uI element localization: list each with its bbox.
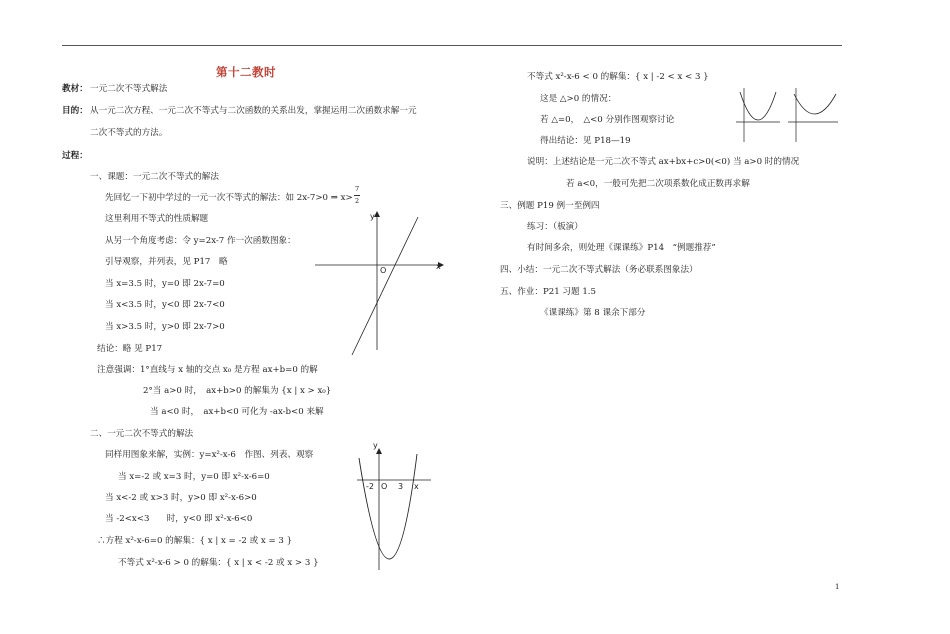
section1-case-1: 当 x=3.5 时，y=0 即 2x-7=0	[105, 279, 225, 289]
small-parabola-graph-2	[786, 84, 840, 144]
graph1-origin-label: O	[380, 266, 387, 275]
linear-function-graph	[310, 205, 450, 355]
section1-case-2: 当 x<3.5 时，y<0 即 2x-7<0	[105, 300, 225, 310]
section5-heading: 五、作业：P21 习题 1.5	[500, 287, 597, 297]
section3-heading: 三、例题 P19 例一至例四	[500, 201, 600, 211]
section2-case-1: 当 x=-2 或 x=3 时，y=0 即 x²-x-6=0	[118, 472, 270, 482]
graph2-tick-3: 3	[398, 482, 404, 491]
section1-heading: 一、课题：一元二次不等式的解法	[90, 172, 219, 182]
right-extra-time: 有时间多余，则处理《课课练》P14 “例题推荐”	[527, 243, 716, 253]
goal-label: 目的：	[62, 106, 88, 116]
graph2-y-label: y	[373, 441, 378, 450]
right-practice: 练习：（板演）	[527, 222, 583, 232]
right-case-positive-discriminant: 这是 △>0 的情况：	[540, 94, 617, 104]
material-text: 一元二次不等式解法	[90, 84, 168, 94]
section2-example: 同样用图象来解，实例：y=x²-x-6 作图、列表、观察	[105, 450, 314, 460]
graph1-y-label: y	[370, 212, 375, 221]
graph1-x-label: x	[436, 262, 441, 271]
graph2-tick-neg2: -2	[366, 482, 374, 491]
right-case-other: 若 △=0， △<0 分别作图观察讨论	[540, 115, 675, 125]
goal-line-2: 二次不等式的方法。	[90, 128, 168, 138]
section1-guide: 引导观察，并列表，见 P17 略	[105, 257, 228, 267]
section1-note-2: 2°当 a>0 时， ax+b>0 的解集为 {x | x > x₀}	[143, 386, 332, 396]
section1-conclusion: 结论：略 见 P17	[97, 344, 163, 354]
material-label: 教材：	[62, 84, 88, 94]
parabola-graph	[355, 440, 435, 575]
section1-case-3: 当 x>3.5 时，y>0 即 2x-7>0	[105, 322, 225, 332]
section2-equation-solution: ∴方程 x²-x-6=0 的解集：{ x | x = -2 或 x = 3 }	[97, 536, 293, 546]
section2-case-3: 当 -2<x<3 时，y<0 即 x²-x-6<0	[105, 514, 253, 524]
section1-view: 从另一个角度考虑：令 y=2x-7 作一次函数图象：	[105, 236, 296, 246]
section4-heading: 四、小结：一元二次不等式解法（务必联系图象法）	[500, 265, 698, 275]
section2-inequality-solution: 不等式 x²-x-6 > 0 的解集：{ x | x < -2 或 x > 3 }	[118, 558, 319, 568]
goal-line-1: 从一元二次方程、一元二次不等式与二次函数的关系出发，掌握运用二次函数求解一元	[90, 106, 417, 116]
section1-property: 这里利用不等式的性质解题	[105, 214, 209, 224]
page-number: 1	[835, 583, 840, 591]
homework-line-2: 《课课练》第 8 课余下部分	[540, 308, 646, 318]
section1-note-1: 注意强调：1°直线与 x 轴的交点 x₀ 是方程 ax+b=0 的解	[97, 365, 318, 375]
right-explanation: 说明：上述结论是一元二次不等式 ax+bx+c>0(<0) 当 a>0 时的情况	[527, 157, 800, 167]
page-title: 第十二教时	[216, 65, 276, 79]
right-conclusion: 得出结论：见 P18—19	[540, 136, 631, 146]
fraction-numerator: 7	[355, 185, 360, 193]
graph2-origin-label: O	[381, 482, 388, 491]
section2-case-2: 当 x<-2 或 x>3 时，y>0 即 x²-x-6>0	[105, 493, 257, 503]
process-label: 过程：	[62, 151, 88, 161]
fraction-denominator: 2	[355, 197, 360, 205]
section1-note-3: 当 a<0 时， ax+b<0 可化为 -ax-b<0 来解	[150, 407, 324, 417]
header-rule	[62, 45, 842, 46]
graph2-x-label: x	[414, 482, 419, 491]
right-explanation-2: 若 a<0，一般可先把二次项系数化成正数再求解	[566, 179, 750, 189]
section2-heading: 二、一元二次不等式的解法	[90, 429, 194, 439]
section1-recall: 先回忆一下初中学过的一元一次不等式的解法：如 2x-7>0 ⇒ x>	[105, 193, 353, 203]
right-inequality-solution: 不等式 x²-x-6 < 0 的解集：{ x | -2 < x < 3 }	[527, 72, 709, 82]
small-parabola-graph-1	[734, 84, 782, 144]
